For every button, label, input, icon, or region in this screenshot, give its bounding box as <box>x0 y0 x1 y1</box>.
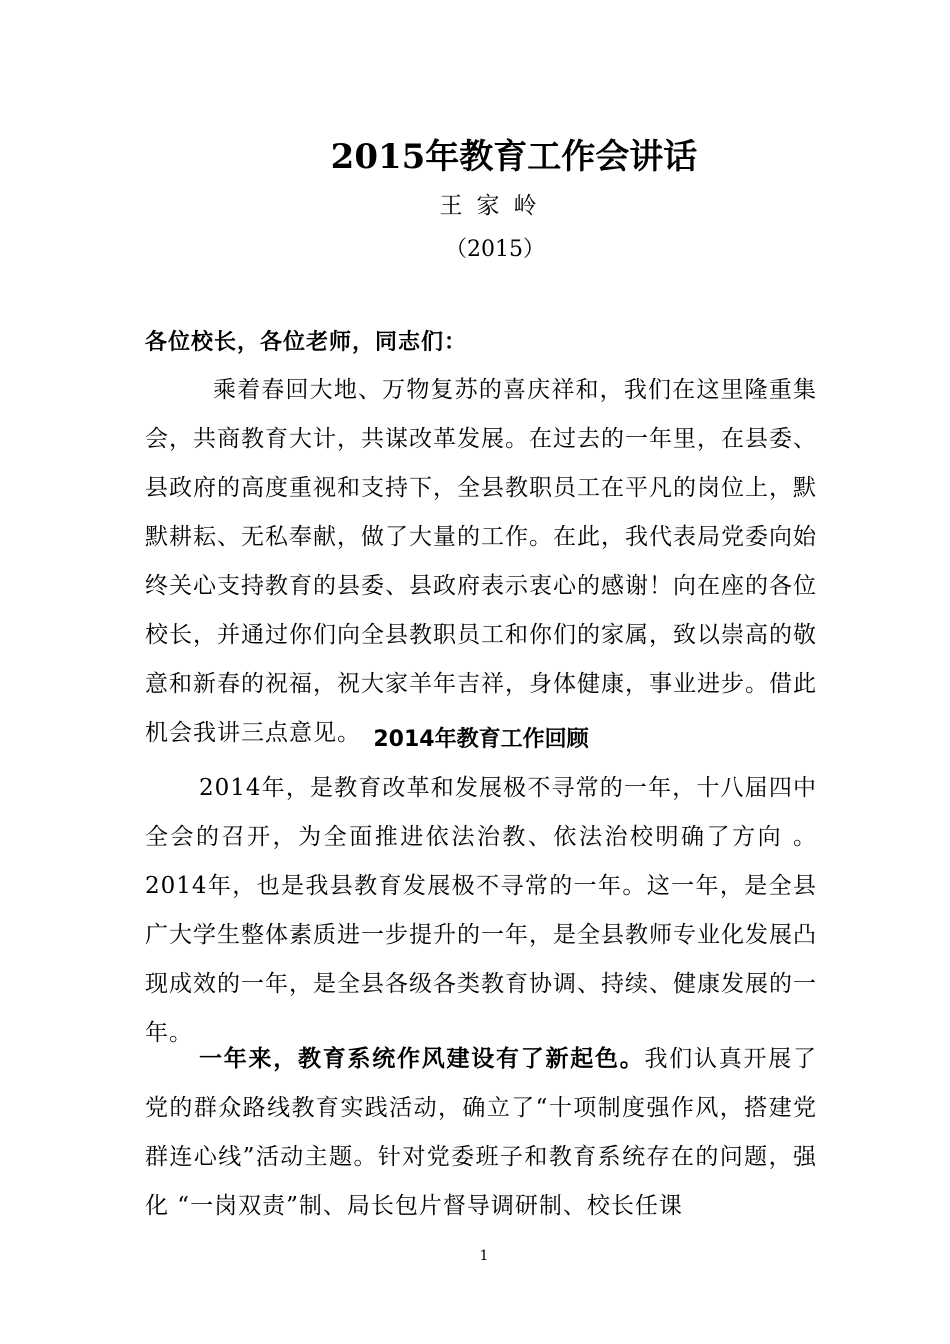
paragraph-review: 2014年，是教育改革和发展极不寻常的一年，十八届四中全会的召开，为全面推进依法治教、依法治校明确了方向 。2014年，也是我县教育发展极不寻常的一年。这一年，是全县广大学生整体素质进一步提升的一年，是全县教师专业化发展凸现成效的一年，是全县各级各类教育协调、持续、健康发展的一年。 <box>145 775 817 1046</box>
paragraph-style-building <box>145 1034 817 1231</box>
paragraph-opening: 乘着春回大地、万物复苏的喜庆祥和，我们在这里隆重集会，共商教育大计，共谋改革发展。在过去的一年里，在县委、县政府的高度重视和支持下，全县教职员工在平凡的岗位上，默默耕耘、无私奉献，做了大量的工作。在此，我代表局党委向始终关心支持教育的县委、县政府表示衷心的感谢！向在座的各位校长，并通过你们向全县教职员工和你们的家属，致以崇高的敬意和新春的祝福，祝大家羊年吉祥，身体健康，事业进步。借此机会我讲三点意见。 <box>145 377 817 746</box>
paragraph-body: 我们认真开展了党的群众路线教育实践活动，确立了“十项制度强作风，搭建党群连心线”活动主题。针对党委班子和教育系统存在的问题，强化 “一岗双责”制、局长包片督导调研制、校长任课 <box>145 1046 817 1219</box>
paragraph-lead-bold: 一年来，教育系统作风建设有了新起色。 <box>199 1045 645 1072</box>
document-title: 2015年教育工作会讲话 <box>330 137 698 177</box>
document-year: （2015） <box>445 237 545 262</box>
section-heading: 2014年教育工作回顾 <box>373 727 589 752</box>
author-name: 王家岭 <box>439 193 551 219</box>
salutation: 各位校长，各位老师，同志们： <box>145 330 468 355</box>
page-number: 1 <box>479 1248 489 1264</box>
